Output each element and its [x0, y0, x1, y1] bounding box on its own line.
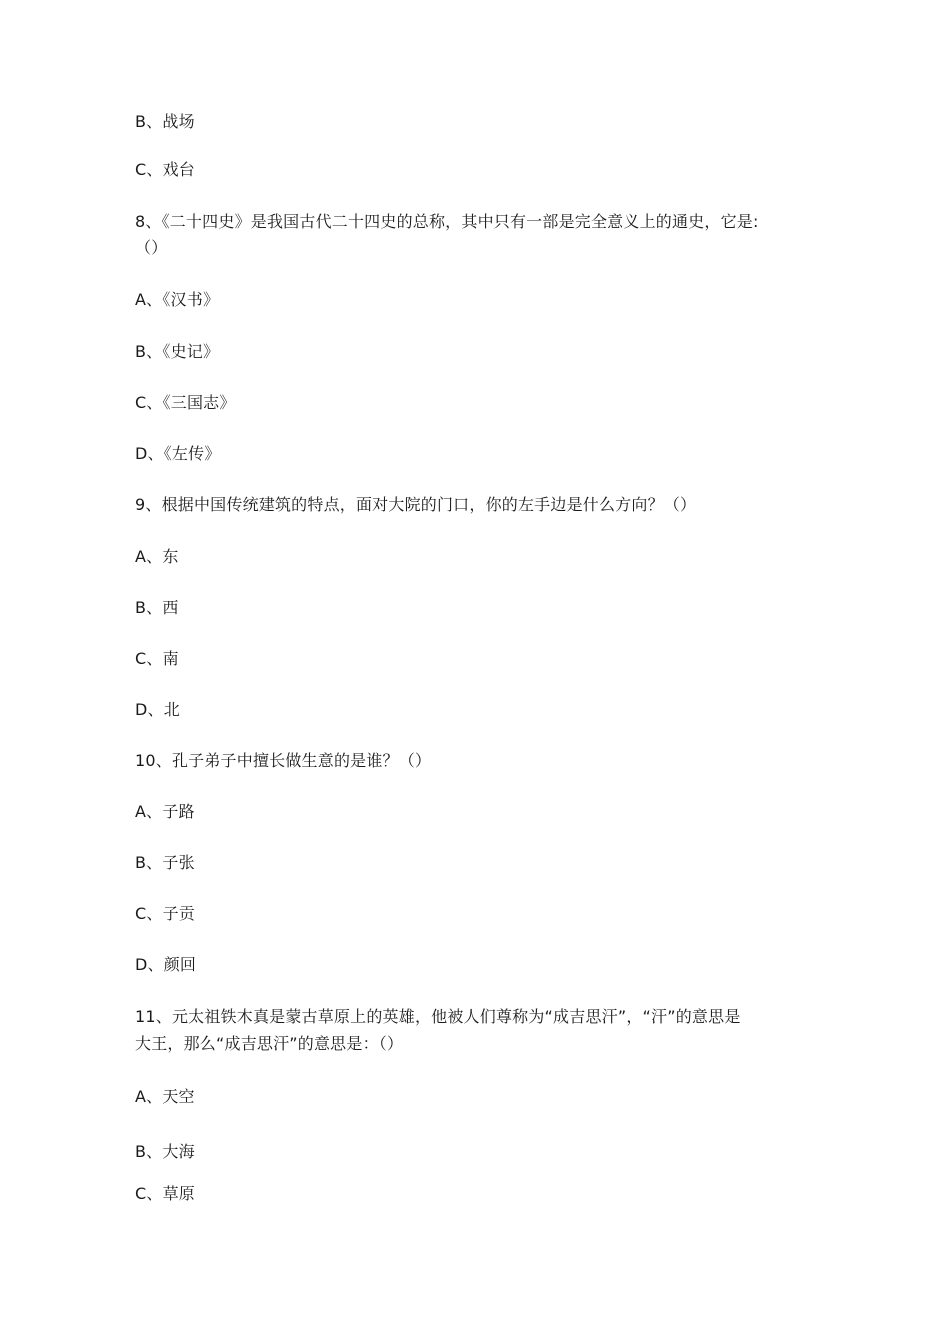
q8-option-c: C、《三国志》 [135, 393, 236, 412]
question-9-text: 9、根据中国传统建筑的特点，面对大院的门口，你的左手边是什么方向？（） [135, 495, 697, 514]
q7-option-c: C、戏台 [135, 160, 195, 179]
q10-option-b: B、子张 [135, 853, 195, 872]
q9-option-a: A、东 [135, 547, 179, 566]
q10-option-c: C、子贡 [135, 904, 195, 923]
question-8-text: 8、《二十四史》是我国古代二十四史的总称，其中只有一部是完全意义上的通史，它是: [135, 212, 759, 231]
q10-option-d: D、颜回 [135, 955, 197, 974]
q9-option-d: D、北 [135, 700, 180, 719]
q11-option-b: B、大海 [135, 1142, 195, 1161]
question-8-blank: （） [135, 238, 168, 257]
q11-option-a: A、天空 [135, 1087, 195, 1106]
q11-option-c: C、草原 [135, 1184, 195, 1203]
q9-option-b: B、西 [135, 598, 179, 617]
q8-option-a: A、《汉书》 [135, 290, 220, 309]
q8-option-b: B、《史记》 [135, 342, 220, 361]
question-10-text: 10、孔子弟子中擅长做生意的是谁？（） [135, 751, 432, 770]
q8-option-d: D、《左传》 [135, 444, 221, 463]
q7-option-b: B、战场 [135, 112, 195, 131]
question-11-text-cont: 大王，那么“成吉思汗”的意思是：（） [135, 1034, 404, 1053]
q10-option-a: A、子路 [135, 802, 195, 821]
q9-option-c: C、南 [135, 649, 179, 668]
question-11-text: 11、元太祖铁木真是蒙古草原上的英雄，他被人们尊称为“成吉思汗”，“汗”的意思是 [135, 1007, 741, 1026]
